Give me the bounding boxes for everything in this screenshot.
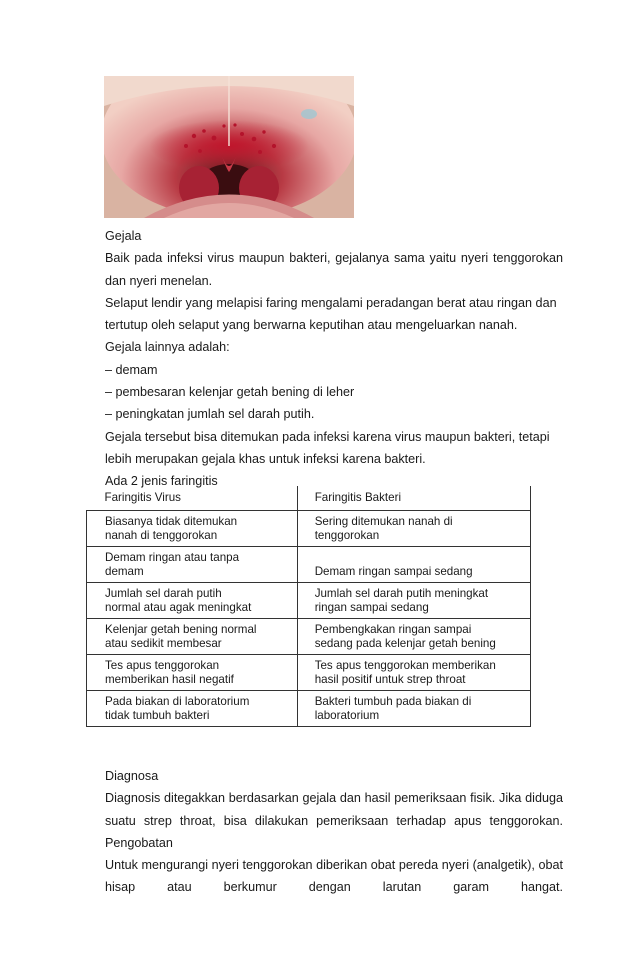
symptom-list-item: – demam: [105, 362, 158, 377]
symptom-list-item: – pembesaran kelenjar getah bening di leher: [105, 385, 355, 400]
table-cell: Pembengkakan ringan sampai sedang pada kelenjar getah bening: [297, 619, 530, 655]
paragraph-line: Gejala tersebut bisa ditemukan pada infeksi karena virus maupun bakteri, tetapi: [105, 429, 550, 444]
table-cell: Jumlah sel darah putih normal atau agak meningkat: [87, 583, 298, 619]
throat-illustration: [104, 76, 354, 218]
table-cell: Biasanya tidak ditemukan nanah di tenggorokan: [87, 511, 298, 547]
treatment-heading: Pengobatan: [105, 835, 173, 850]
paragraph-line: hisap atau berkumur dengan larutan garam hangat.: [105, 880, 563, 895]
table-cell: Pada biakan di laboratorium tidak tumbuh bakteri: [87, 691, 298, 727]
symptoms-section: [105, 225, 563, 493]
table-cell: Tes apus tenggorokan memberikan hasil negatif: [87, 655, 298, 691]
paragraph-line: dan nyeri menelan.: [105, 273, 213, 288]
table-cell: Demam ringan atau tanpa demam: [87, 547, 298, 583]
table-row: [87, 619, 531, 655]
paragraph-line: suatu strep throat, bisa dilakukan pemeriksaan terhadap apus tenggorokan.: [105, 813, 563, 828]
table-cell: Bakteri tumbuh pada biakan di laboratorium: [297, 691, 530, 727]
table-cell: Tes apus tenggorokan memberikan hasil positif untuk strep throat: [297, 655, 530, 691]
paragraph-line: Selaput lendir yang melapisi faring mengalami peradangan berat atau ringan dan: [105, 295, 557, 310]
table-row: [87, 655, 531, 691]
diagnosis-treatment-section: [105, 765, 563, 899]
types-intro: Ada 2 jenis faringitis: [105, 474, 218, 489]
table-cell: Sering ditemukan nanah di tenggorokan: [297, 511, 530, 547]
comparison-table: [86, 486, 531, 727]
table-row: [87, 547, 531, 583]
paragraph-line: lebih merupakan gejala khas untuk infeksi karena bakteri.: [105, 451, 426, 466]
table-row: [87, 583, 531, 619]
table-row: [87, 691, 531, 727]
table-header-row: [87, 486, 531, 511]
table-header-cell: Faringitis Bakteri: [297, 486, 530, 511]
diagnosis-heading: Diagnosa: [105, 769, 159, 783]
symptoms-others-intro: Gejala lainnya adalah:: [105, 340, 230, 355]
table-cell: Kelenjar getah bening normal atau sedikit membesar: [87, 619, 298, 655]
paragraph-line: Untuk mengurangi nyeri tenggorokan diberikan obat pereda nyeri (analgetik), obat: [105, 858, 563, 873]
symptoms-heading: Gejala: [105, 229, 142, 243]
table-row: [87, 511, 531, 547]
paragraph-line: Baik pada infeksi virus maupun bakteri, gejalanya sama yaitu nyeri tenggorokan: [105, 251, 563, 266]
paragraph-line: Diagnosis ditegakkan berdasarkan gejala dan hasil pemeriksaan fisik. Jika diduga: [105, 791, 563, 806]
throat-photo: [104, 76, 354, 218]
paragraph-line: tertutup oleh selaput yang berwarna keputihan atau mengeluarkan nanah.: [105, 318, 518, 333]
table-cell: Demam ringan sampai sedang: [297, 547, 530, 583]
symptom-list-item: – peningkatan jumlah sel darah putih.: [105, 407, 315, 422]
table-header-cell: Faringitis Virus: [87, 486, 298, 511]
table-cell: Jumlah sel darah putih meningkat ringan sampai sedang: [297, 583, 530, 619]
